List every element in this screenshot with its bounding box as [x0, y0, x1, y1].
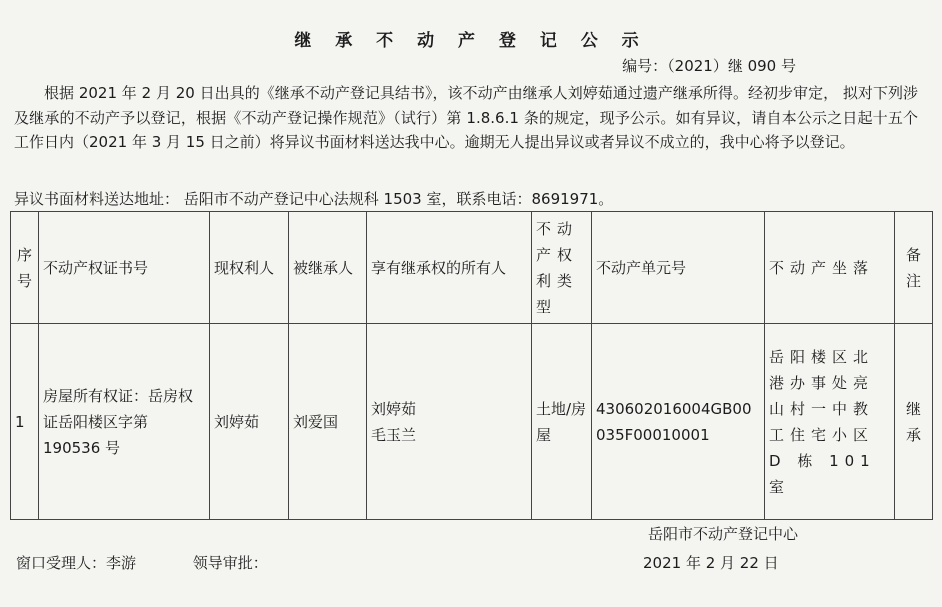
header-heirs: 享有继承权的所有人	[367, 212, 532, 324]
objection-address: 异议书面材料送达地址： 岳阳市不动产登记中心法规科 1503 室，联系电话：8691971。	[14, 190, 614, 208]
registration-table	[10, 211, 933, 520]
issuing-organization: 岳阳市不动产登记中心	[648, 525, 799, 543]
heir-name: 毛玉兰	[371, 425, 417, 444]
cell-remark: 继承	[895, 324, 933, 520]
cell-decedent: 刘爱国	[289, 324, 367, 520]
leader-approval: 领导审批：	[192, 554, 268, 572]
table-header-row	[11, 212, 933, 324]
cell-right-holder: 刘婷茹	[210, 324, 289, 520]
issue-date: 2021 年 2 月 22 日	[643, 554, 779, 572]
cell-right-type: 土地/房屋	[532, 324, 592, 520]
cell-seq: 1	[11, 324, 39, 520]
cell-unit-no: 430602016004GB00035F00010001	[592, 324, 765, 520]
header-right-type: 不动产权利类型	[532, 212, 592, 324]
cell-heirs	[367, 324, 532, 520]
notice-title: 继 承 不 动 产 登 记 公 示	[294, 31, 648, 51]
cell-location: 岳阳楼区北港办事处亮山村一中教工住宅小区 D 栋 101 室	[765, 324, 895, 520]
footer-signatures	[16, 552, 320, 573]
header-seq: 序号	[11, 212, 39, 324]
window-receiver: 窗口受理人：李游	[16, 554, 137, 572]
header-decedent: 被继承人	[289, 212, 367, 324]
cell-cert-no: 房屋所有权证：岳房权证岳阳楼区字第 190536 号	[39, 324, 210, 520]
table-row	[11, 324, 933, 520]
header-right-holder: 现权利人	[210, 212, 289, 324]
header-remark: 备注	[895, 212, 933, 324]
header-cert-no: 不动产权证书号	[39, 212, 210, 324]
header-location: 不动产坐落	[765, 212, 895, 324]
header-unit-no: 不动产单元号	[592, 212, 765, 324]
notice-paragraph: 根据 2021 年 2 月 20 日出具的《继承不动产登记具结书》，该不动产由继承人刘婷茹通过遗产继承所得。经初步审定， 拟对下列涉及继承的不动产予以登记，根据《不动产登记操作规范》（试行）第 1.8.6.1 条的规定，现予公示。如有异议，请自本公示之日起十五个工作日内（2021 年 3 月 15 日之前）将异议书面材料送达我中心。逾期无人提出异议或者异议不成立的，我中心将予以登记。	[14, 84, 918, 151]
document-number: 编号：（2021）继 090 号	[622, 57, 796, 75]
heir-name: 刘婷茹	[371, 399, 417, 418]
